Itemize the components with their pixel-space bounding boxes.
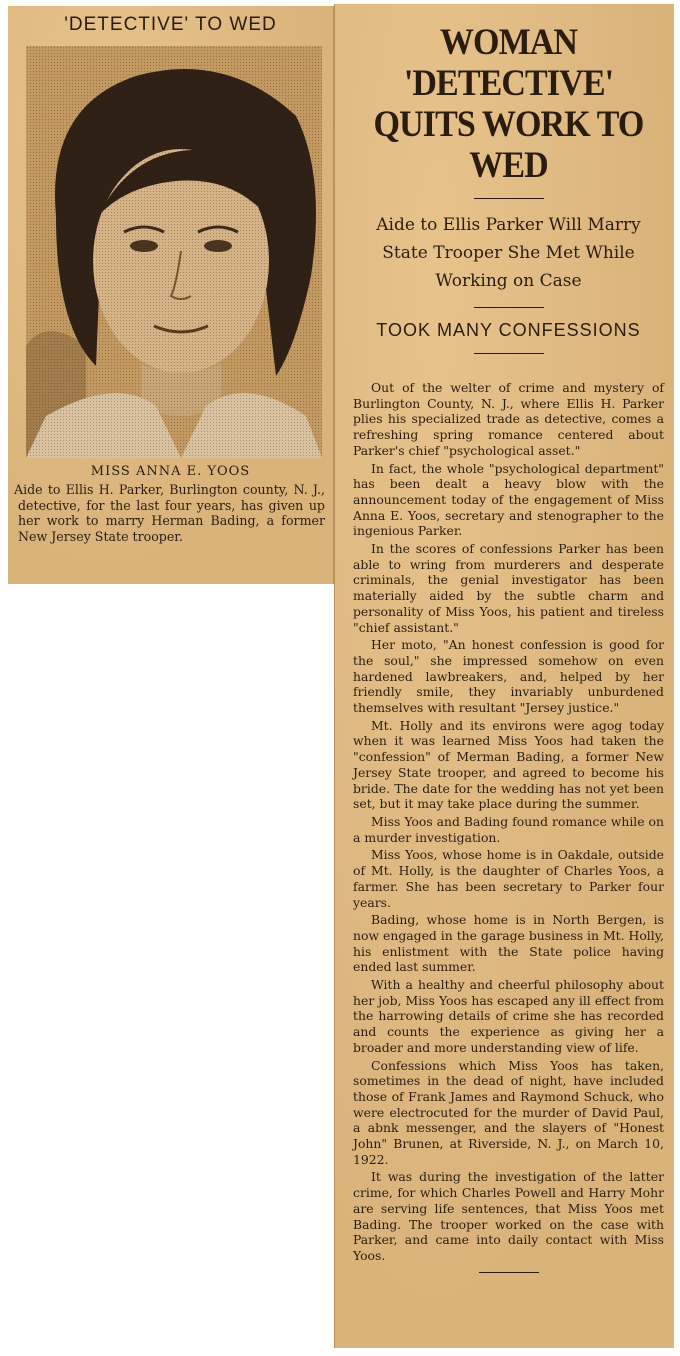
article-clipping [334,4,674,1348]
section-heading: TOOK MANY CONFESSIONS [376,320,641,340]
article-paragraph: Bading, whose home is in North Bergen, is now engaged in the garage business in Mt. Holly, his enlistment with the State police having ended last summer. [353,912,664,975]
portrait-name: MISS ANNA E. YOOS [90,464,251,479]
article-paragraph: Confessions which Miss Yoos has taken, sometimes in the dead of night, have included those of Frank James and Raymond Schuck, who were electrocuted for the murder of David Paul, a abnk messenger, and the slayers of "Honest John" Brunen, at Riverside, N. J., on March 10, 1922. [353,1057,664,1167]
article-paragraph: Miss Yoos and Bading found romance while on a murder investigation. [353,813,664,845]
divider [474,198,544,199]
photo-clipping [8,6,334,584]
article-paragraph: With a healthy and cheerful philosophy about her job, Miss Yoos has escaped any ill effect from the harrowing details of crime she has recorded and counts the experience as giving her a broader and more understanding view of life. [353,977,664,1055]
end-divider [479,1272,539,1273]
article-paragraph: In the scores of confessions Parker has been able to wring from murderers and desperate criminals, the genial investigator has been materially aided by the subtle charm and personality of Miss Yoos, his patient and tireless "chief assistant." [353,541,664,635]
article-body [353,380,664,1264]
article-headline: WOMAN 'DETECTIVE' QUITS WORK TO WED [373,22,644,186]
portrait-photo [26,46,322,458]
article-paragraph: Mt. Holly and its environs were agog today when it was learned Miss Yoos had taken the "confession" of Merman Bading, a former New Jersey State trooper, and agreed to become his bride. The date for the wedding has not yet been set, but it may take place during the summer. [353,717,664,812]
article-paragraph: Miss Yoos, whose home is in Oakdale, outside of Mt. Holly, is the daughter of Charles Yoos, a farmer. She has been secretary to Parker four years. [353,847,664,910]
article-paragraph: In fact, the whole "psychological department" has been dealt a heavy blow with the announcement today of the engagement of Miss Anna E. Yoos, secretary and stenographer to the ingenious Parker. [353,460,664,539]
portrait-caption: Aide to Ellis H. Parker, Burlington county, N. J., detective, for the last four years, has given up her work to marry Herman Bading, a former New Jersey State trooper. [14,482,325,544]
article-paragraph: It was during the investigation of the latter crime, for which Charles Powell and Harry Mohr are serving life sentences, that Miss Yoos met Bading. The trooper worked on the case with Parker, and came into daily contact with Miss Yoos. [353,1169,664,1263]
photo-overline: 'DETECTIVE' TO WED [64,14,277,35]
divider [474,307,544,308]
article-subhead: Aide to Ellis Parker Will Marry State Trooper She Met While Working on Case [376,215,641,291]
portrait-image [26,46,322,458]
article-paragraph: Out of the welter of crime and mystery of Burlington County, N. J., where Ellis H. Parker plies his specialized trade as detective, comes a refreshing spring romance centered about Parker's chief "psychological asset." [353,380,664,458]
article-paragraph: Her moto, "An honest confession is good for the soul," she impressed somehow on even hardened lawbreakers, and, helped by her friendly smile, they invariably unburdened themselves with resultant "Jersey justice." [353,637,664,716]
divider [474,353,544,354]
